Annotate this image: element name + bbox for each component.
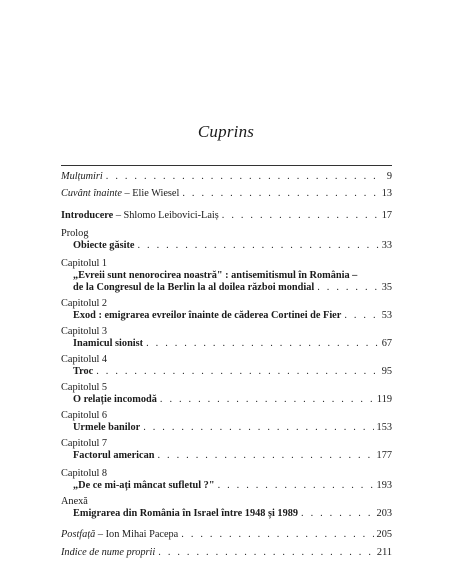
entry-separator: – — [113, 210, 124, 221]
toc-entry-acknowledgements — [61, 171, 392, 183]
entry-title: „Evreii sunt nenorocirea noastră" : antisemitismul în România – — [73, 270, 358, 281]
page-number: 205 — [376, 529, 392, 540]
entry-title: Exod : emigrarea evreilor înainte de căderea Cortinei de Fier — [73, 310, 342, 321]
entry-title: Obiecte găsite — [73, 240, 135, 251]
toc-entry-chapter-3 — [61, 326, 392, 350]
toc-entry-chapter-5 — [61, 382, 392, 406]
entry-title: Indice de nume proprii — [61, 547, 156, 558]
page-number: 35 — [381, 282, 392, 293]
entry-title: Inamicul sionist — [73, 338, 144, 349]
toc-entry-afterword — [61, 529, 392, 541]
entry-author: Ion Mihai Pacepa — [105, 529, 179, 540]
page-number: 119 — [376, 394, 392, 405]
entry-label: Capitolul 6 — [61, 410, 108, 421]
dot-leader — [344, 310, 378, 322]
entry-title: Cuvânt înainte — [61, 188, 122, 199]
entry-label: Capitolul 4 — [61, 354, 108, 365]
entry-label: Anexă — [61, 496, 88, 507]
dot-leader — [137, 240, 378, 252]
page-number: 193 — [376, 480, 392, 491]
entry-title: Emigrarea din România în Israel între 1948 și 1989 — [73, 508, 299, 519]
page-number: 95 — [381, 366, 392, 377]
page-number: 67 — [381, 338, 392, 349]
entry-title: Mulțumiri — [61, 171, 103, 182]
entry-label: Prolog — [61, 228, 89, 239]
page-number: 211 — [376, 547, 392, 558]
toc-entry-prologue — [61, 228, 392, 252]
page-number: 9 — [386, 171, 392, 182]
page-number: 53 — [381, 310, 392, 321]
entry-label: Capitolul 7 — [61, 438, 108, 449]
page-number: 17 — [381, 210, 392, 221]
toc-entry-chapter-7 — [61, 438, 392, 462]
dot-leader — [146, 338, 379, 350]
toc-entry-introduction — [61, 210, 392, 222]
dot-leader — [160, 394, 374, 406]
entry-title-continued: de la Congresul de la Berlin la al doilea război mondial — [73, 282, 315, 293]
dot-leader — [106, 171, 379, 183]
toc-entry-foreword — [61, 188, 392, 200]
entry-label: Capitolul 3 — [61, 326, 108, 337]
toc-entry-chapter-1 — [61, 258, 392, 294]
entry-separator: – — [95, 529, 106, 540]
dot-leader — [218, 480, 374, 492]
entry-separator: – — [121, 188, 133, 199]
title-rule — [61, 165, 392, 166]
entry-title: Troc — [73, 366, 94, 377]
page-title: Cuprins — [197, 122, 255, 141]
dot-leader — [158, 450, 374, 462]
entry-label: Capitolul 8 — [61, 468, 108, 479]
toc-entry-chapter-8 — [61, 468, 392, 492]
toc-entry-chapter-4 — [61, 354, 392, 378]
dot-leader — [317, 282, 378, 294]
dot-leader — [222, 210, 379, 222]
entry-title: O relație incomodă — [73, 394, 157, 405]
toc-entry-chapter-2 — [61, 298, 392, 322]
entry-title: Urmele banilor — [73, 422, 141, 433]
toc-entry-chapter-6 — [61, 410, 392, 434]
entry-title: Postfață — [61, 529, 96, 540]
dot-leader — [158, 547, 374, 559]
entry-author: Shlomo Leibovici-Laiș — [123, 210, 219, 221]
entry-title: Factorul american — [73, 450, 155, 461]
page-number: 13 — [381, 188, 392, 199]
page-number: 33 — [381, 240, 392, 251]
page-number: 203 — [376, 508, 392, 519]
entry-title: Introducere — [61, 210, 114, 221]
toc-entry-index — [61, 547, 392, 559]
toc-entry-appendix — [61, 496, 392, 520]
entry-label: Capitolul 5 — [61, 382, 108, 393]
entry-label: Capitolul 1 — [61, 258, 108, 269]
entry-author: Elie Wiesel — [132, 188, 180, 199]
page-number: 177 — [376, 450, 392, 461]
page-number: 153 — [376, 422, 392, 433]
dot-leader — [143, 422, 373, 434]
dot-leader — [182, 188, 378, 200]
dot-leader — [301, 508, 374, 520]
entry-title: „De ce mi-ați mâncat sufletul ?" — [73, 480, 215, 491]
dot-leader — [181, 529, 373, 541]
dot-leader — [96, 366, 378, 378]
entry-label: Capitolul 2 — [61, 298, 108, 309]
